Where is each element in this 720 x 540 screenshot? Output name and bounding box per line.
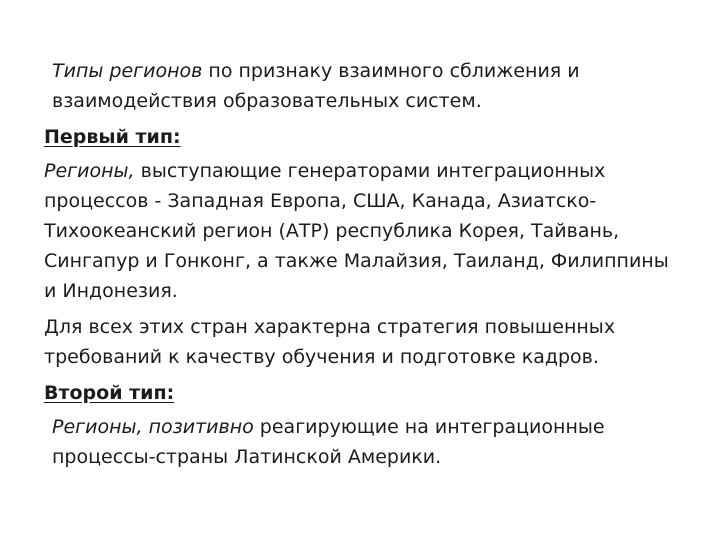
second-type-rest: реагирующие на интеграционные процессы-страны Латинской Америки. bbox=[52, 416, 605, 468]
intro-paragraph bbox=[44, 56, 684, 116]
first-type-heading: Первый тип: bbox=[44, 126, 181, 148]
second-type-paragraph bbox=[44, 412, 684, 472]
second-type-italic-lead: Регионы, позитивно bbox=[52, 416, 254, 438]
first-type-paragraph bbox=[44, 156, 684, 306]
first-type-italic-lead: Регионы, bbox=[44, 160, 135, 182]
intro-italic-lead: Типы регионов bbox=[52, 60, 203, 82]
first-type-rest: выступающие генераторами интеграционных процессов - Западная Европа, США, Канада, Азиатско-Тихоокеанский регион (АТР) республика Корея, Тайвань, Сингапур и Гонконг, а также Малайзия, Таиланд, Филиппины и Индонезия. bbox=[44, 160, 669, 302]
strategy-paragraph: Для всех этих стран характерна стратегия повышенных требований к качеству обучения и подготовке кадров. bbox=[44, 316, 616, 368]
second-type-heading: Второй тип: bbox=[44, 382, 175, 404]
intro-rest: по признаку взаимного сближения и взаимодействия образовательных систем. bbox=[52, 60, 580, 112]
slide-text-block bbox=[44, 56, 684, 476]
